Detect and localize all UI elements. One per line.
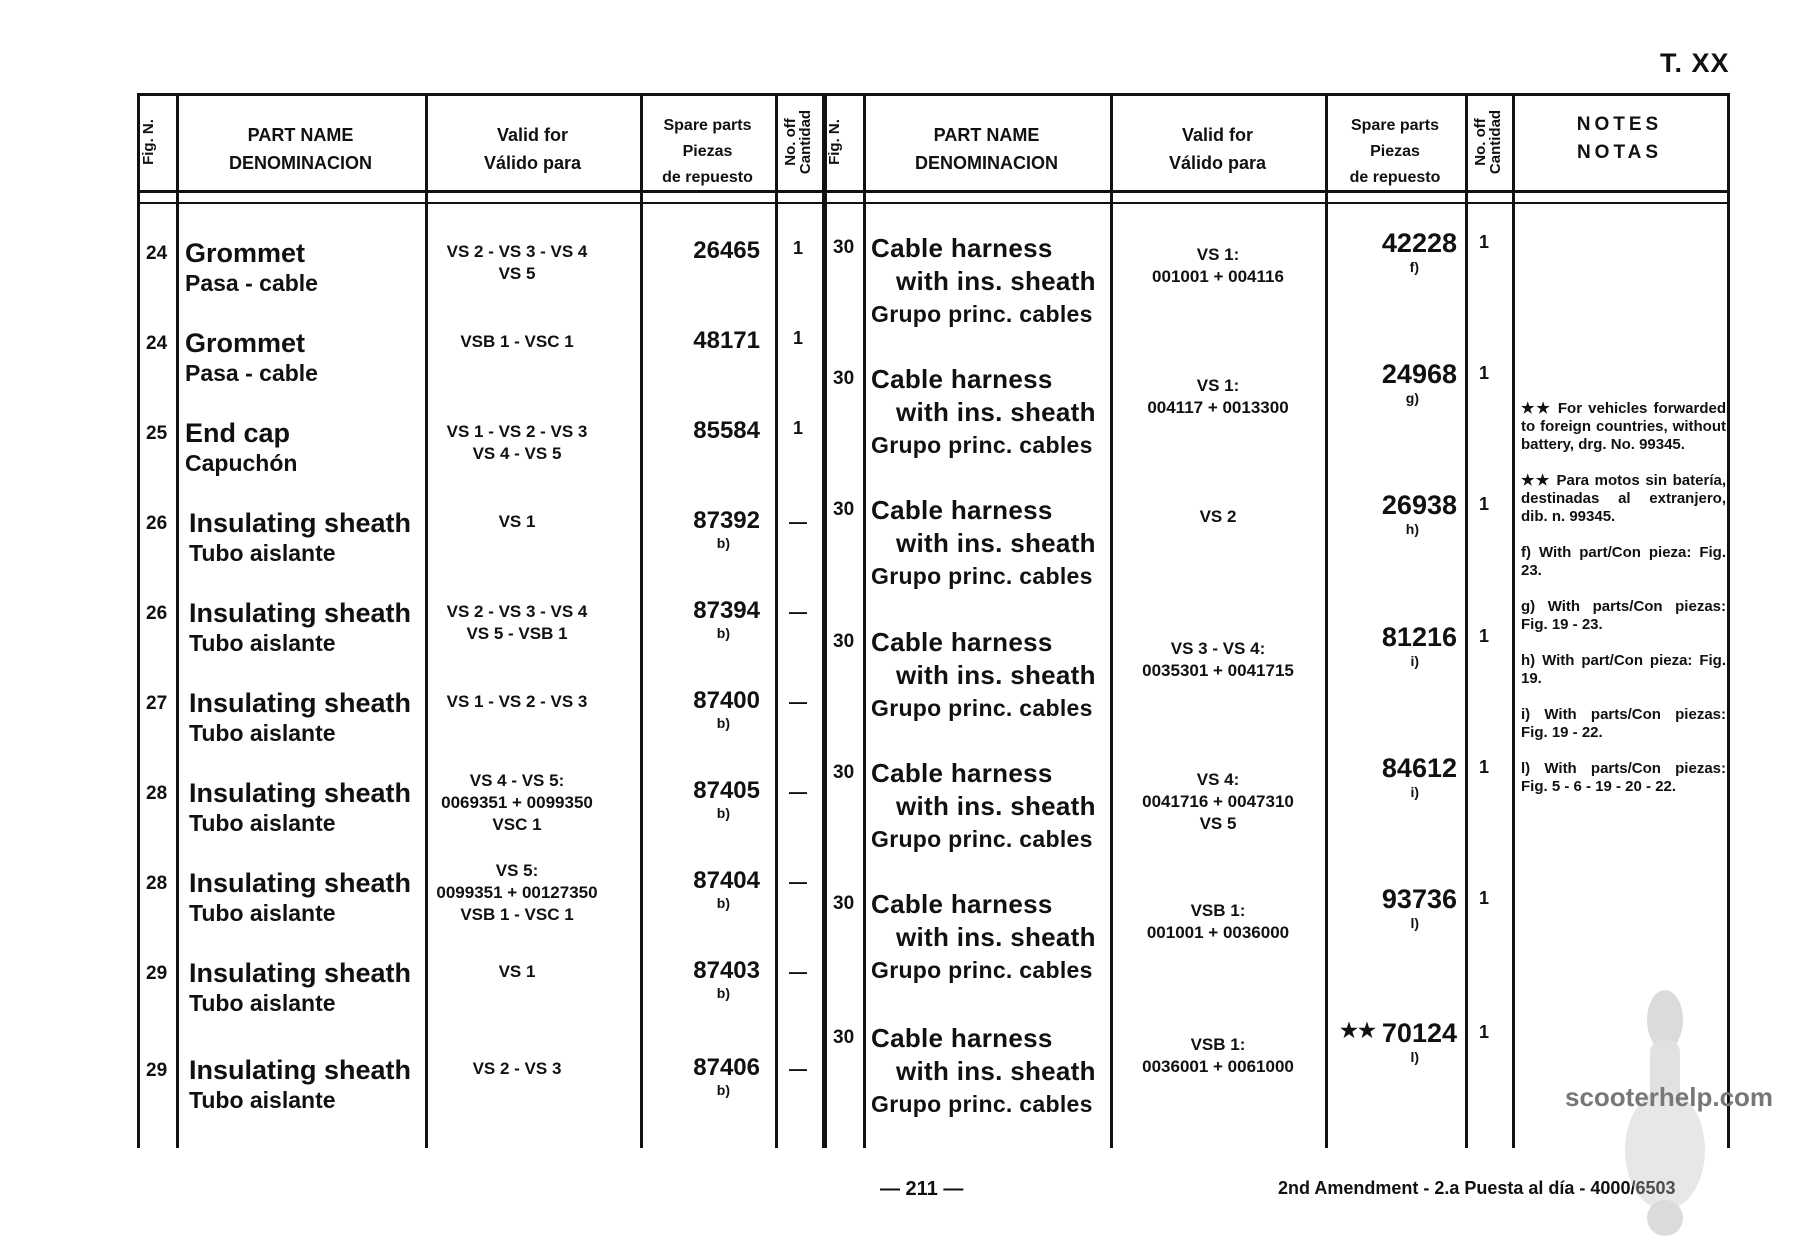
quantity: — bbox=[789, 782, 807, 802]
valid-for bbox=[417, 601, 617, 645]
fig-number: 25 bbox=[146, 423, 168, 444]
quantity: 1 bbox=[1478, 363, 1489, 383]
column-rule bbox=[863, 93, 866, 1148]
amendment-note: 2nd Amendment - 2.a Puesta al día - 4000/6503 bbox=[1278, 1178, 1676, 1198]
valid-for-line: VS 2 - VS 3 - VS 4 bbox=[446, 242, 588, 261]
part-name-en-2: with ins. sheath bbox=[896, 1056, 1096, 1086]
part-name-en: Cable harness bbox=[871, 1023, 1053, 1053]
notes-column bbox=[1521, 400, 1726, 814]
part-name-es: Grupo princ. cables bbox=[871, 695, 1093, 721]
valid-for bbox=[417, 860, 617, 926]
part-code bbox=[650, 507, 760, 551]
part-name-es: Grupo princ. cables bbox=[871, 826, 1093, 852]
valid-for-line: VSB 1 - VSC 1 bbox=[460, 332, 574, 351]
notes-header bbox=[1512, 111, 1727, 167]
part-code-number: 87400 bbox=[693, 687, 760, 714]
quantity: 1 bbox=[1478, 494, 1489, 514]
part-code-number: 24968 bbox=[1381, 359, 1457, 389]
quantity: — bbox=[789, 872, 807, 892]
part-name-en: Grommet bbox=[185, 328, 306, 358]
part-name-es: Tubo aislante bbox=[189, 900, 336, 926]
part-name-en: Cable harness bbox=[871, 889, 1053, 919]
valid-for bbox=[1118, 769, 1318, 835]
column-rule bbox=[1465, 93, 1468, 1148]
valid-for bbox=[1118, 506, 1318, 528]
quantity: 1 bbox=[792, 238, 803, 258]
part-code-number: 70124 bbox=[1381, 1018, 1457, 1048]
part-code-number: 87405 bbox=[693, 777, 760, 804]
part-code bbox=[650, 687, 760, 731]
watermark: scooterhelp.com bbox=[1565, 1082, 1774, 1112]
part-code-number: 81216 bbox=[1381, 622, 1457, 652]
note-item: ★★ Para motos sin batería, destinadas al extranjero, dib. n. 99345. bbox=[1521, 472, 1726, 525]
part-code bbox=[1317, 622, 1457, 669]
part-name-es: Tubo aislante bbox=[189, 720, 336, 746]
part-name bbox=[871, 626, 1096, 725]
valid-for-line: VSC 1 bbox=[492, 815, 542, 834]
fig-header bbox=[141, 92, 173, 192]
part-name-en: Insulating sheath bbox=[189, 958, 412, 988]
fig-number: 26 bbox=[146, 603, 168, 624]
part-name bbox=[871, 232, 1096, 331]
valid-for-line: VS 3 - VS 4: bbox=[1170, 639, 1266, 658]
quantity: 1 bbox=[1478, 757, 1489, 777]
valid-for-line: 004117 + 0013300 bbox=[1147, 398, 1289, 417]
fig-number: 29 bbox=[146, 963, 168, 984]
valid-for-line: VS 4: bbox=[1196, 770, 1240, 789]
qty-header-right-line: No. off bbox=[1471, 117, 1489, 166]
part-code-note: b) bbox=[716, 895, 730, 911]
spare-parts-header-line: Spare parts bbox=[663, 117, 752, 134]
part-name-es: Grupo princ. cables bbox=[871, 563, 1093, 589]
valid-for bbox=[1118, 1034, 1318, 1078]
part-code-number: 87404 bbox=[693, 867, 760, 894]
part-code-number: 26938 bbox=[1381, 490, 1457, 520]
part-name-es: Grupo princ. cables bbox=[871, 301, 1093, 327]
part-name-header-line: DENOMINACION bbox=[229, 153, 372, 173]
part-code bbox=[650, 777, 760, 821]
qty-header bbox=[783, 92, 815, 192]
quantity: 1 bbox=[792, 418, 803, 438]
valid-for-line: VS 5 bbox=[498, 264, 536, 283]
part-code-number: 93736 bbox=[1381, 884, 1457, 914]
valid-for-line: VS 1 bbox=[498, 962, 536, 981]
valid-for-line: VSB 1: bbox=[1190, 1035, 1246, 1054]
part-name-en: Insulating sheath bbox=[189, 508, 412, 538]
column-rule bbox=[1727, 93, 1730, 1148]
spare-parts-header-right-line: de repuesto bbox=[1349, 169, 1441, 186]
part-code bbox=[1317, 1018, 1457, 1065]
note-item: h) With part/Con pieza: Fig. 19. bbox=[1521, 652, 1726, 687]
part-name bbox=[871, 363, 1096, 462]
part-name-es: Tubo aislante bbox=[189, 540, 336, 566]
part-code-number: 26465 bbox=[693, 237, 760, 264]
part-name-header-right-line: PART NAME bbox=[933, 125, 1040, 145]
qty-header-line: Cantidad bbox=[796, 109, 814, 174]
valid-for-line: VS 1: bbox=[1196, 245, 1240, 264]
part-code-number: 85584 bbox=[693, 417, 760, 444]
note-item: f) With part/Con pieza: Fig. 23. bbox=[1521, 544, 1726, 579]
part-name bbox=[185, 238, 318, 298]
part-name-en-2: with ins. sheath bbox=[896, 791, 1096, 821]
quantity: — bbox=[789, 1059, 807, 1079]
part-name bbox=[189, 508, 411, 568]
valid-for-line: VS 5: bbox=[495, 861, 539, 880]
part-name-en-2: with ins. sheath bbox=[896, 660, 1096, 690]
note-item: l) With parts/Con piezas: Fig. 5 - 6 - 19 - 20 - 22. bbox=[1521, 760, 1726, 795]
part-name-header-line: PART NAME bbox=[247, 125, 354, 145]
part-code-number: 87392 bbox=[693, 507, 760, 534]
part-name bbox=[189, 688, 411, 748]
note-item: i) With parts/Con piezas: Fig. 19 - 22. bbox=[1521, 706, 1726, 741]
part-code-note: g) bbox=[1405, 390, 1419, 406]
valid-for-header-right-line: Valid for bbox=[1181, 125, 1253, 145]
valid-for bbox=[417, 770, 617, 836]
part-code bbox=[650, 597, 760, 641]
part-code-note: b) bbox=[716, 535, 730, 551]
column-rule bbox=[1512, 93, 1515, 1148]
part-code bbox=[1317, 228, 1457, 275]
part-name-en: Cable harness bbox=[871, 233, 1053, 263]
column-rule bbox=[775, 93, 778, 1148]
fig-number: 26 bbox=[146, 513, 168, 534]
qty-header-right-line: Cantidad bbox=[1486, 109, 1504, 174]
star-marker: ★★ bbox=[1340, 1020, 1376, 1042]
part-code-number: 42228 bbox=[1381, 228, 1457, 258]
part-name-en: Cable harness bbox=[871, 627, 1053, 657]
quantity: 1 bbox=[1478, 232, 1489, 252]
part-name-en: Cable harness bbox=[871, 758, 1053, 788]
valid-for bbox=[1118, 375, 1318, 419]
part-name-es: Grupo princ. cables bbox=[871, 957, 1093, 983]
part-name-en-2: with ins. sheath bbox=[896, 266, 1096, 296]
valid-for-line: VS 1 - VS 2 - VS 3 bbox=[446, 692, 588, 711]
part-name bbox=[189, 598, 411, 658]
valid-for-line: 001001 + 004116 bbox=[1152, 267, 1284, 286]
valid-for bbox=[1118, 900, 1318, 944]
part-name-en: Insulating sheath bbox=[189, 778, 412, 808]
fig-number: 24 bbox=[146, 333, 168, 354]
quantity: 1 bbox=[1478, 1022, 1489, 1042]
valid-for bbox=[417, 691, 617, 713]
part-code-note: b) bbox=[716, 625, 730, 641]
part-name bbox=[185, 328, 318, 388]
quantity: — bbox=[789, 602, 807, 622]
part-code bbox=[650, 417, 760, 445]
fig-number: 30 bbox=[833, 631, 855, 652]
valid-for-line: VS 4 - VS 5: bbox=[469, 771, 565, 790]
fig-header-line: Fig. N. bbox=[139, 118, 157, 165]
valid-for-line: 0099351 + 00127350 bbox=[436, 883, 598, 902]
fig-number: 30 bbox=[833, 762, 855, 783]
part-name-es: Tubo aislante bbox=[189, 990, 336, 1016]
part-name-header-right bbox=[863, 121, 1110, 177]
part-name bbox=[185, 418, 297, 478]
part-name-en-2: with ins. sheath bbox=[896, 528, 1096, 558]
valid-for bbox=[417, 1058, 617, 1080]
part-name bbox=[189, 958, 411, 1018]
valid-for-line: VS 2 - VS 3 - VS 4 bbox=[446, 602, 588, 621]
qty-header-right bbox=[1473, 92, 1505, 192]
part-name-es: Tubo aislante bbox=[189, 810, 336, 836]
spare-parts-header-line: de repuesto bbox=[662, 169, 753, 186]
valid-for-line: 001001 + 0036000 bbox=[1146, 923, 1290, 942]
quantity: — bbox=[789, 692, 807, 712]
valid-for bbox=[417, 331, 617, 353]
fig-number: 29 bbox=[146, 1060, 168, 1081]
valid-for-line: 0035301 + 0041715 bbox=[1142, 661, 1294, 680]
spare-parts-header bbox=[640, 113, 775, 191]
part-name-en: Insulating sheath bbox=[189, 1055, 412, 1085]
part-code bbox=[650, 867, 760, 911]
part-code bbox=[650, 957, 760, 1001]
qty-header-line: No. off bbox=[781, 117, 799, 166]
part-code-note: f) bbox=[1409, 259, 1419, 275]
part-code-note: i) bbox=[1410, 653, 1419, 669]
fig-number: 27 bbox=[146, 693, 168, 714]
part-name bbox=[871, 888, 1096, 987]
quantity: — bbox=[789, 512, 807, 532]
quantity: — bbox=[789, 962, 807, 982]
valid-for-line: 0036001 + 0061000 bbox=[1142, 1057, 1294, 1076]
part-code-note: b) bbox=[716, 1082, 730, 1098]
part-name-es: Pasa - cable bbox=[185, 270, 318, 296]
valid-for-line: VS 1 bbox=[498, 512, 536, 531]
valid-for bbox=[417, 511, 617, 533]
part-code-note: b) bbox=[716, 805, 730, 821]
fig-number: 24 bbox=[146, 243, 168, 264]
page-number: — 211 — bbox=[880, 1178, 964, 1200]
valid-for-header-right-line: Válido para bbox=[1168, 153, 1267, 173]
part-name-es: Tubo aislante bbox=[189, 1087, 336, 1113]
note-item: ★★ For vehicles forwarded to foreign countries, without battery, drg. No. 99345. bbox=[1521, 400, 1726, 453]
part-name-en: Cable harness bbox=[871, 364, 1053, 394]
fig-number: 30 bbox=[833, 368, 855, 389]
valid-for bbox=[417, 241, 617, 285]
valid-for bbox=[1118, 244, 1318, 288]
valid-for-line: VSB 1: bbox=[1190, 901, 1246, 920]
valid-for-header-line: Válido para bbox=[483, 153, 582, 173]
part-code bbox=[1317, 359, 1457, 406]
fig-header-right bbox=[827, 92, 859, 192]
part-code bbox=[1317, 884, 1457, 931]
part-code bbox=[650, 1054, 760, 1098]
part-name bbox=[871, 757, 1096, 856]
part-name-en: Insulating sheath bbox=[189, 688, 412, 718]
quantity: 1 bbox=[1478, 888, 1489, 908]
valid-for-header bbox=[425, 121, 640, 177]
valid-for-line: 0041716 + 0047310 bbox=[1142, 792, 1294, 811]
valid-for bbox=[1118, 638, 1318, 682]
part-code-number: 87394 bbox=[693, 597, 760, 624]
valid-for-line: VS 1: bbox=[1196, 376, 1240, 395]
part-name bbox=[189, 778, 411, 838]
fig-number: 30 bbox=[833, 499, 855, 520]
valid-for-line: VS 4 - VS 5 bbox=[472, 444, 562, 463]
fig-header-right-line: Fig. N. bbox=[825, 118, 843, 165]
column-rule bbox=[1110, 93, 1113, 1148]
part-name-es: Grupo princ. cables bbox=[871, 432, 1093, 458]
fig-number: 30 bbox=[833, 237, 855, 258]
fig-number: 30 bbox=[833, 1027, 855, 1048]
part-name-es: Pasa - cable bbox=[185, 360, 318, 386]
part-code-number: 84612 bbox=[1381, 753, 1457, 783]
part-name-es: Capuchón bbox=[185, 450, 298, 476]
part-code-note: b) bbox=[716, 985, 730, 1001]
note-item: g) With parts/Con piezas: Fig. 19 - 23. bbox=[1521, 598, 1726, 633]
part-code-note: l) bbox=[1410, 915, 1419, 931]
part-code bbox=[1317, 753, 1457, 800]
part-code-note: i) bbox=[1410, 784, 1419, 800]
valid-for-line: VS 1 - VS 2 - VS 3 bbox=[446, 422, 588, 441]
part-name bbox=[871, 1022, 1096, 1121]
quantity: 1 bbox=[1478, 626, 1489, 646]
quantity: 1 bbox=[792, 328, 803, 348]
part-name-en-2: with ins. sheath bbox=[896, 397, 1096, 427]
part-code-note: b) bbox=[716, 715, 730, 731]
page-code: T. XX bbox=[1660, 48, 1730, 78]
part-code-note: l) bbox=[1410, 1049, 1419, 1065]
part-name-en: Insulating sheath bbox=[189, 868, 412, 898]
column-rule bbox=[822, 93, 827, 1148]
part-code-number: 87403 bbox=[693, 957, 760, 984]
spare-parts-header-right-line: Spare parts bbox=[1350, 117, 1440, 134]
valid-for bbox=[417, 961, 617, 983]
column-rule bbox=[176, 93, 179, 1148]
part-name-en: End cap bbox=[185, 418, 291, 448]
part-name-header bbox=[176, 121, 425, 177]
valid-for-line: VSB 1 - VSC 1 bbox=[460, 905, 574, 924]
valid-for-line: VS 2 - VS 3 bbox=[472, 1059, 562, 1078]
column-rule bbox=[640, 93, 643, 1148]
part-name-header-right-line: DENOMINACION bbox=[915, 153, 1058, 173]
part-name bbox=[189, 868, 411, 928]
valid-for-line: 0069351 + 0099350 bbox=[441, 793, 593, 812]
part-name bbox=[189, 1055, 411, 1115]
valid-for-header-right bbox=[1110, 121, 1325, 177]
fig-number: 28 bbox=[146, 783, 168, 804]
part-code bbox=[650, 237, 760, 265]
column-rule bbox=[137, 93, 140, 1148]
part-name-en: Grommet bbox=[185, 238, 306, 268]
notes-header-line: NOTES bbox=[1576, 114, 1663, 135]
spare-parts-header-right-line: Piezas bbox=[1370, 143, 1420, 160]
part-name-es: Grupo princ. cables bbox=[871, 1091, 1093, 1117]
part-name bbox=[871, 494, 1096, 593]
valid-for bbox=[417, 421, 617, 465]
valid-for-header-line: Valid for bbox=[496, 125, 568, 145]
part-name-en-2: with ins. sheath bbox=[896, 922, 1096, 952]
part-code bbox=[1317, 490, 1457, 537]
part-name-en: Insulating sheath bbox=[189, 598, 412, 628]
header-bottom-rule-2 bbox=[137, 202, 1727, 204]
spare-parts-header-line: Piezas bbox=[682, 143, 733, 160]
valid-for-line: VS 5 - VSB 1 bbox=[466, 624, 568, 643]
part-code-number: 48171 bbox=[693, 327, 760, 354]
fig-number: 30 bbox=[833, 893, 855, 914]
part-code-number: 87406 bbox=[693, 1054, 760, 1081]
spare-parts-header-right bbox=[1325, 113, 1465, 191]
part-name-es: Tubo aislante bbox=[189, 630, 336, 656]
valid-for-line: VS 2 bbox=[1199, 507, 1237, 526]
part-name-en: Cable harness bbox=[871, 495, 1053, 525]
fig-number: 28 bbox=[146, 873, 168, 894]
notes-header-line: NOTAS bbox=[1576, 142, 1663, 163]
part-code-note: h) bbox=[1405, 521, 1419, 537]
valid-for-line: VS 5 bbox=[1199, 814, 1237, 833]
part-code bbox=[650, 327, 760, 355]
